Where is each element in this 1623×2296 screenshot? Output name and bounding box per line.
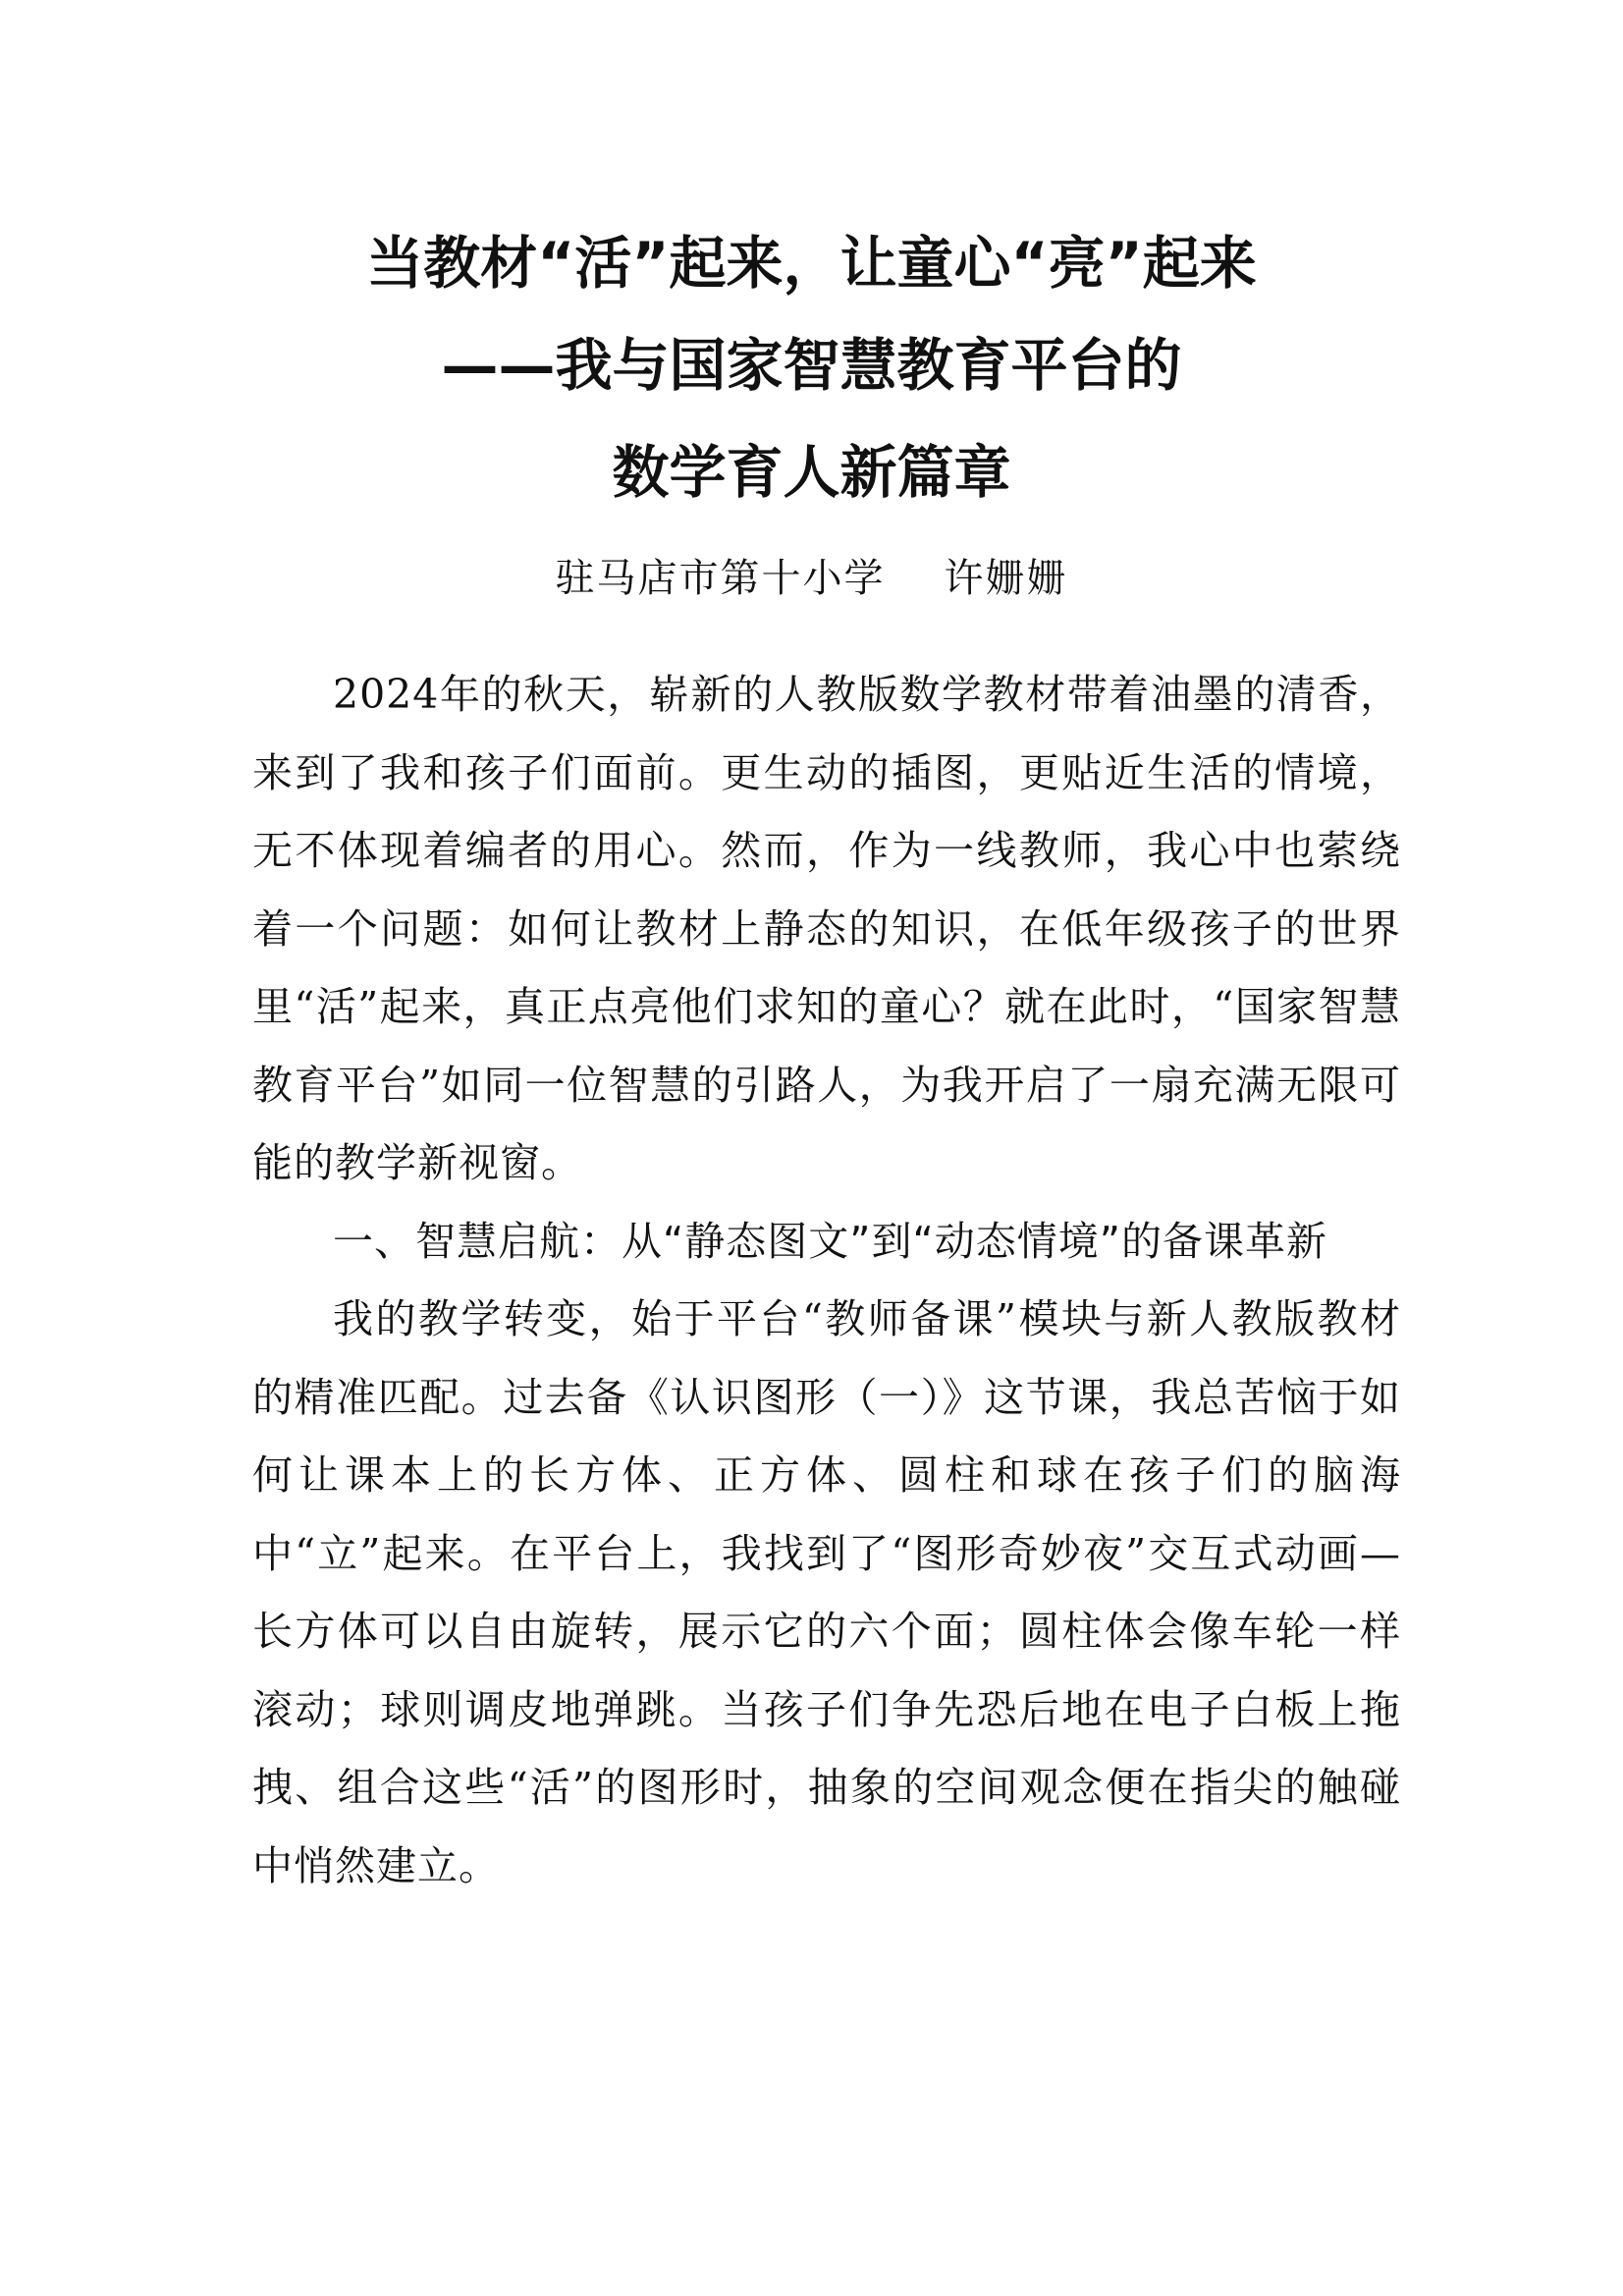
- section-paragraph: 我的教学转变，始于平台“教师备课”模块与新人教版教材的精准匹配。过去备《认识图形（一）》这节课，我总苦恼于如何让课本上的长方体、正方体、圆柱和球在孩子们的脑海中“立”起来。在平台上，我找到了“图形奇妙夜”交互式动画—长方体可以自由旋转，展示它的六个面；圆柱体会像车轮一样滚动；球则调皮地弹跳。当孩子们争先恐后地在电子白板上拖拽、组合这些“活”的图形时，抽象的空间观念便在指尖的触碰中悄然建立。: [252, 1295, 1401, 1889]
- title-line-2: [0, 330, 1623, 401]
- article-body: [252, 656, 1401, 1905]
- title-main: 当教材“活”起来，让童心“亮”起来: [366, 230, 1257, 297]
- author-line: [0, 552, 1623, 605]
- title-line-3: [0, 437, 1623, 508]
- title-subtitle: ——我与国家智慧教育平台的: [441, 332, 1182, 399]
- author-name: 许姗姗: [944, 556, 1068, 601]
- title-subtitle-continued: 数学育人新篇章: [612, 439, 1011, 506]
- author-school: 驻马店市第十小学: [555, 556, 886, 601]
- section-heading: 一、智慧启航：从“静态图文”到“动态情境”的备课革新: [333, 1217, 1327, 1265]
- intro-paragraph: 2024年的秋天，崭新的人教版数学教材带着油墨的清香，来到了我和孩子们面前。更生动的插图，更贴近生活的情境，无不体现着编者的用心。然而，作为一线教师，我心中也萦绕着一个问题：如何让教材上静态的知识，在低年级孩子的世界里“活”起来，真正点亮他们求知的童心？就在此时，“国家智慧教育平台”如同一位智慧的引路人，为我开启了一扇充满无限可能的教学新视窗。: [252, 671, 1401, 1186]
- title-line-1: [0, 228, 1623, 299]
